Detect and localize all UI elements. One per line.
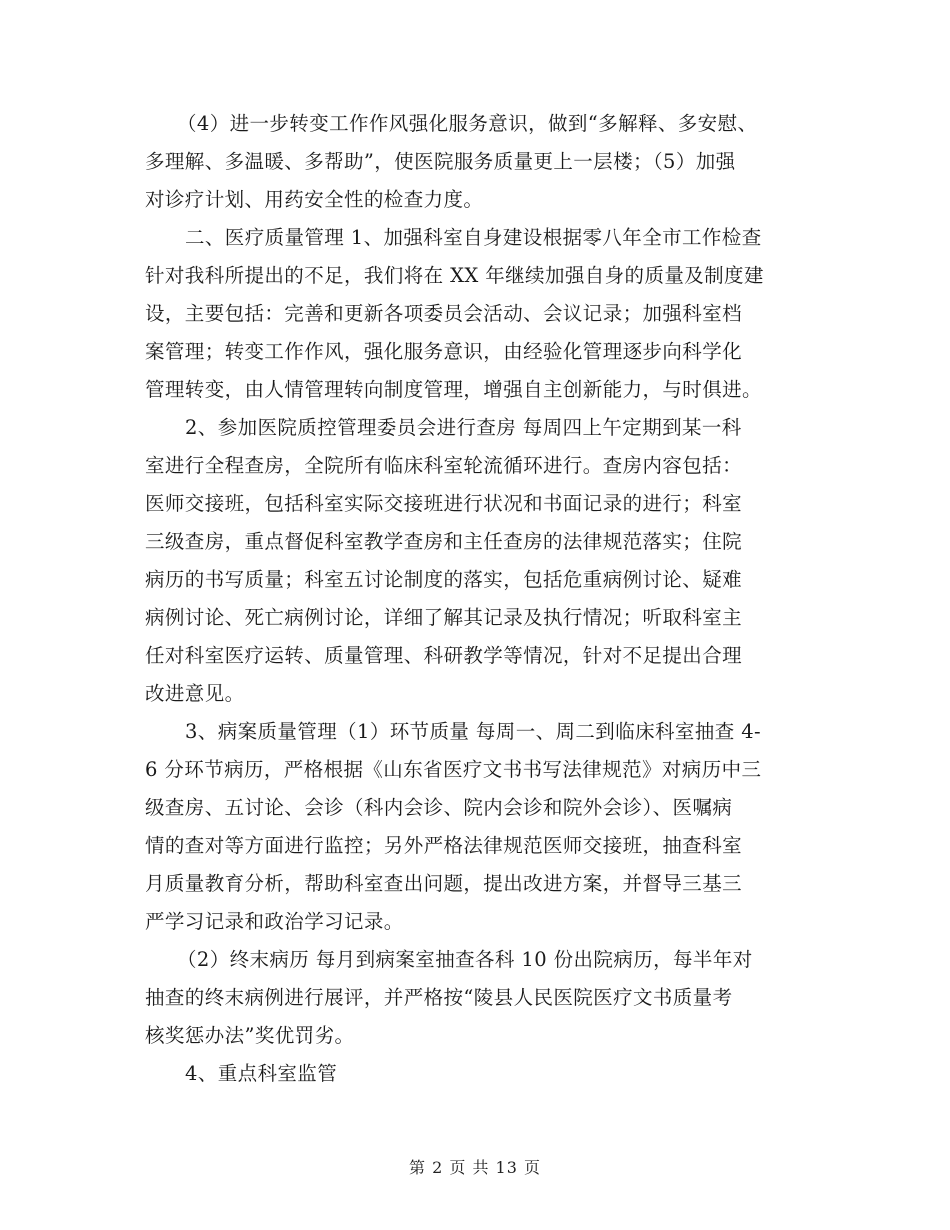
paragraph-medical-records (145, 713, 817, 941)
text-line: 多理解、多温暖、多帮助”，使医院服务质量更上一层楼；（5）加强 (145, 150, 736, 173)
text-line: 抽查的终末病例进行展评，并严格按“陵县人民医院医疗文书质量考 (145, 986, 733, 1009)
text-line: 三级查房，重点督促科室教学查房和主任查房的法律规范落实；住院 (145, 530, 743, 553)
text-line: 案管理；转变工作作风，强化服务意识，由经验化管理逐步向科学化 (145, 340, 743, 363)
paragraph-service-awareness (145, 105, 817, 219)
text-line: （4）进一步转变工作作风强化服务意识，做到“多解释、多安慰、 (177, 112, 758, 135)
text-line: 核奖惩办法”奖优罚劣。 (145, 1024, 355, 1047)
document-body (145, 105, 817, 1093)
text-line: 二、医疗质量管理 1、加强科室自身建设根据零八年全市工作检查 (185, 226, 762, 249)
paragraph-key-departments (145, 1055, 817, 1093)
text-line: 月质量教育分析，帮助科室查出问题，提出改进方案，并督导三基三 (145, 872, 743, 895)
text-line: 设，主要包括：完善和更新各项委员会活动、会议记录；加强科室档 (145, 302, 743, 325)
text-line: 病历的书写质量；科室五讨论制度的落实，包括危重病例讨论、疑难 (145, 568, 743, 591)
text-line: 情的查对等方面进行监控；另外严格法律规范医师交接班，抽查科室 (145, 834, 743, 857)
page-number-footer: 第 2 页 共 13 页 (409, 1158, 541, 1177)
text-line: 管理转变，由人情管理转向制度管理，增强自主创新能力，与时俱进。 (145, 378, 762, 401)
text-line: （2）终末病历 每月到病案室抽查各科 10 份出院病历，每半年对 (177, 948, 753, 971)
text-line: 2、参加医院质控管理委员会进行查房 每周四上午定期到某一科 (185, 416, 742, 439)
text-line: 6 分环节病历，严格根据《山东省医疗文书书写法律规范》对病历中三 (145, 758, 762, 781)
text-line: 3、病案质量管理（1）环节质量 每周一、周二到临床科室抽查 4- (185, 720, 762, 743)
text-line: 任对科室医疗运转、质量管理、科研教学等情况，针对不足提出合理 (145, 644, 743, 667)
text-line: 4、重点科室监管 (185, 1062, 338, 1085)
text-line: 医师交接班，包括科室实际交接班进行状况和书面记录的进行；科室 (145, 492, 743, 515)
paragraph-final-records (145, 941, 817, 1055)
paragraph-ward-rounds (145, 409, 817, 713)
text-line: 级查房、五讨论、会诊（科内会诊、院内会诊和院外会诊）、医嘱病 (145, 796, 733, 819)
text-line: 针对我科所提出的不足，我们将在 XX 年继续加强自身的质量及制度建 (145, 264, 764, 287)
text-line: 病例讨论、死亡病例讨论，详细了解其记录及执行情况；听取科室主 (145, 606, 743, 629)
text-line: 对诊疗计划、用药安全性的检查力度。 (145, 188, 484, 211)
text-line: 严学习记录和政治学习记录。 (145, 910, 404, 933)
paragraph-quality-management (145, 219, 817, 409)
text-line: 室进行全程查房，全院所有临床科室轮流循环进行。查房内容包括： (145, 454, 743, 477)
text-line: 改进意见。 (145, 682, 245, 705)
